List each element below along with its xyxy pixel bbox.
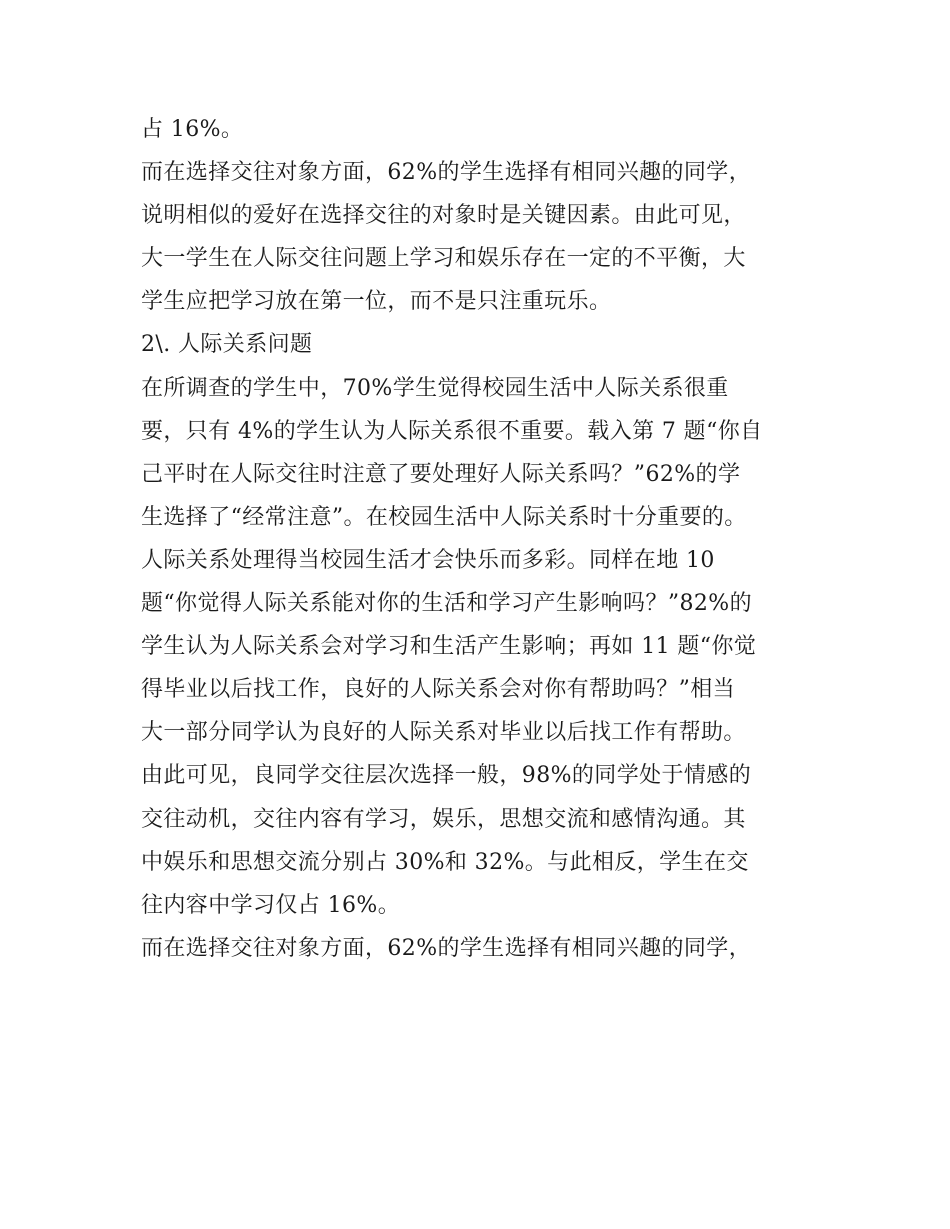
text-line: 中娱乐和思想交流分别占 30%和 32%。与此相反，学生在交: [141, 849, 749, 875]
text-line: 大一部分同学认为良好的人际关系对毕业以后找工作有帮助。: [141, 720, 746, 746]
text-line: 交往动机，交往内容有学习，娱乐，思想交流和感情沟通。其: [141, 806, 746, 832]
text-line: 人际关系处理得当校园生活才会快乐而多彩。同样在地 10: [141, 547, 715, 573]
text-line: 学生应把学习放在第一位，而不是只注重玩乐。: [141, 289, 612, 315]
text-line: 题“你觉得人际关系能对你的生活和学习产生影响吗？”82%的: [141, 591, 752, 617]
text-line: 得毕业以后找工作，良好的人际关系会对你有帮助吗？”相当: [141, 677, 736, 703]
section-heading: 2\. 人际关系问题: [141, 332, 313, 358]
document-body: [141, 108, 816, 970]
text-line: 说明相似的爱好在选择交往的对象时是关键因素。由此可见，: [141, 203, 746, 229]
text-line: 占 16%。: [141, 117, 244, 142]
text-line: 往内容中学习仅占 16%。: [141, 892, 401, 918]
text-line: 学生认为人际关系会对学习和生活产生影响；再如 11 题“你觉: [141, 634, 757, 660]
text-line: 而在选择交往对象方面，62%的学生选择有相同兴趣的同学，: [141, 935, 752, 961]
text-line: 在所调查的学生中，70%学生觉得校园生活中人际关系很重: [141, 375, 729, 401]
text-line: 生选择了“经常注意”。在校园生活中人际关系时十分重要的。: [141, 504, 747, 530]
text-line: 而在选择交往对象方面，62%的学生选择有相同兴趣的同学，: [141, 160, 752, 186]
text-line: 要，只有 4%的学生认为人际关系很不重要。载入第 7 题“你自: [141, 418, 763, 444]
text-line: 大一学生在人际交往问题上学习和娱乐存在一定的不平衡，大: [141, 246, 746, 272]
text-line: 己平时在人际交往时注意了要处理好人际关系吗？”62%的学: [141, 461, 741, 487]
text-line: 由此可见，良同学交往层次选择一般，98%的同学处于情感的: [141, 763, 752, 789]
